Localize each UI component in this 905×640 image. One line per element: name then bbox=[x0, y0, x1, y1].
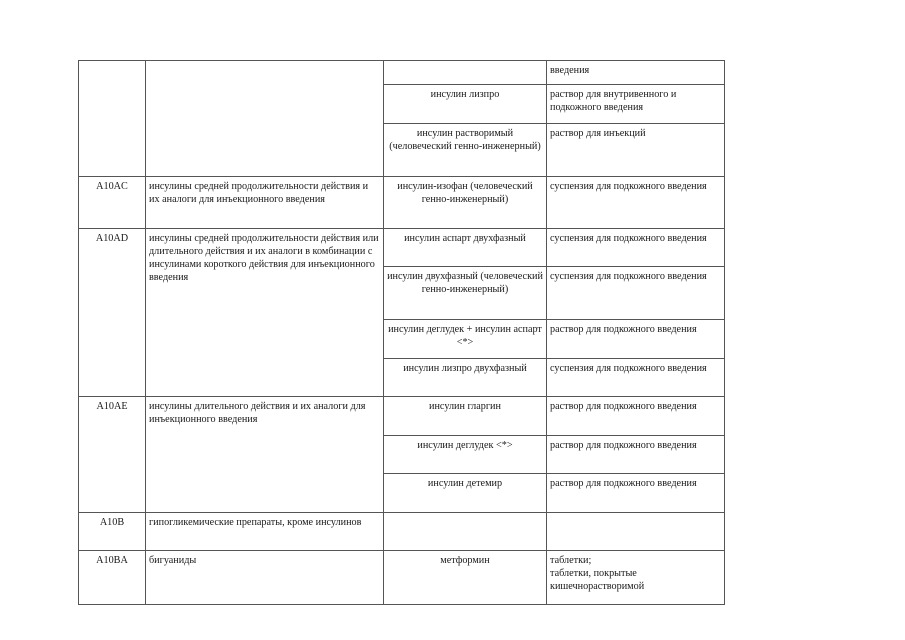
dosage-form-cell: суспензия для подкожного введения bbox=[547, 177, 725, 229]
dosage-form-cell: суспензия для подкожного введения bbox=[547, 359, 725, 397]
atc-code-cell: A10BA bbox=[79, 551, 146, 605]
table-row bbox=[79, 397, 725, 436]
table-row bbox=[79, 551, 725, 605]
atc-code-cell bbox=[79, 61, 146, 177]
drug-name-cell: метформин bbox=[384, 551, 547, 605]
dosage-form-cell: раствор для подкожного введения bbox=[547, 474, 725, 513]
drug-name-cell: инсулин лизпро двухфазный bbox=[384, 359, 547, 397]
group-name-cell: бигуаниды bbox=[146, 551, 384, 605]
drug-name-cell: инсулин лизпро bbox=[384, 85, 547, 124]
table-row bbox=[79, 229, 725, 267]
drug-name-cell: инсулин растворимый (человеческий генно-инженерный) bbox=[384, 124, 547, 177]
drug-name-cell: инсулин детемир bbox=[384, 474, 547, 513]
drug-table bbox=[78, 60, 725, 605]
group-name-cell bbox=[146, 61, 384, 177]
drug-name-cell: инсулин аспарт двухфазный bbox=[384, 229, 547, 267]
dosage-form-cell: раствор для внутривенного и подкожного введения bbox=[547, 85, 725, 124]
group-name-cell: инсулины средней продолжительности действия или длительного действия и их аналоги в комбинации с инсулинами короткого действия для инъекционного введения bbox=[146, 229, 384, 397]
atc-code-cell: A10B bbox=[79, 513, 146, 551]
dosage-form-cell: раствор для подкожного введения bbox=[547, 436, 725, 474]
drug-name-cell: инсулин деглудек + инсулин аспарт <*> bbox=[384, 320, 547, 359]
dosage-form-cell: раствор для инъекций bbox=[547, 124, 725, 177]
dosage-form-cell: таблетки; таблетки, покрытые кишечнорастворимой bbox=[547, 551, 725, 605]
drug-name-cell bbox=[384, 61, 547, 85]
group-name-cell: инсулины средней продолжительности действия и их аналоги для инъекционного введения bbox=[146, 177, 384, 229]
dosage-form-cell: суспензия для подкожного введения bbox=[547, 229, 725, 267]
drug-name-cell: инсулин гларгин bbox=[384, 397, 547, 436]
group-name-cell: гипогликемические препараты, кроме инсулинов bbox=[146, 513, 384, 551]
dosage-form-cell: введения bbox=[547, 61, 725, 85]
atc-code-cell: A10AC bbox=[79, 177, 146, 229]
group-name-cell: инсулины длительного действия и их аналоги для инъекционного введения bbox=[146, 397, 384, 513]
drug-name-cell: инсулин-изофан (человеческий генно-инженерный) bbox=[384, 177, 547, 229]
table-row bbox=[79, 513, 725, 551]
atc-code-cell: A10AE bbox=[79, 397, 146, 513]
dosage-form-cell: суспензия для подкожного введения bbox=[547, 267, 725, 320]
drug-name-cell: инсулин двухфазный (человеческий генно-инженерный) bbox=[384, 267, 547, 320]
dosage-form-cell bbox=[547, 513, 725, 551]
dosage-form-cell: раствор для подкожного введения bbox=[547, 397, 725, 436]
table-row bbox=[79, 177, 725, 229]
drug-name-cell: инсулин деглудек <*> bbox=[384, 436, 547, 474]
atc-code-cell: A10AD bbox=[79, 229, 146, 397]
drug-name-cell bbox=[384, 513, 547, 551]
dosage-form-cell: раствор для подкожного введения bbox=[547, 320, 725, 359]
table-row bbox=[79, 61, 725, 85]
